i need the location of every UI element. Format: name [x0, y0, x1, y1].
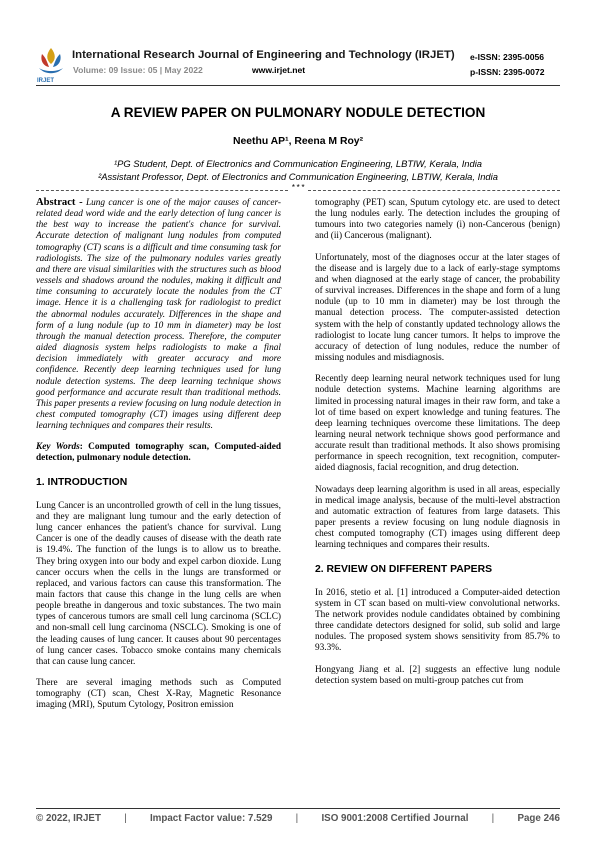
p-issn: p-ISSN: 2395-0072: [470, 67, 545, 77]
right-paragraph-2: Unfortunately, most of the diagnoses occur at the later stages of the disease and is largely due to a lack of early-stage symptoms and when diagnosed at the early stage of cancer, the probability of survival increases. Differences in the shape and form of a lung nodule (up to 10 mm in diameter) may be lost through the manual detection process. The computer-assisted detection system with the help of constantly updated technology allows the radiologist to locate lung cancer tumors. It helps to improve the accuracy of detection of lung nodules, reduce the number of missing nodules and misdiagnosis.: [315, 252, 560, 364]
affiliation-2: ²Assistant Professor, Dept. of Electronics and Communication Engineering, LBTIW, Kerala, India: [98, 171, 498, 182]
paper-authors: Neethu AP¹, Reena M Roy²: [232, 136, 364, 147]
introduction-heading: 1. INTRODUCTION: [36, 476, 128, 488]
abstract-text: Lung cancer is one of the major causes of cancer- related dead word wide and the early detection of lung cancer is the best way to increase the patient's chance for survival. Accurate detection of malignant lung nodules from computed tomography (CT) scans is a difficult and time consuming task for radiologists. The size of the pulmonary nodules varies greatly and there are visual similarities with the structures such as blood vessels and shadows around the nodules, making it difficult and time consuming to accurately locate the nodules from the CT image. Hence it is a challenging task for radiologist to predict the abnormal nodules accurately. Differences in the shape and form of a lung nodule (up to 10 mm in diameter) may be lost through the manual detection process. Therefore, the computer aided diagnosis system helps radiologists to make a final decision immediately with greater accuracy and more confidence. Recently deep learning techniques used for lung nodule detection systems. The deep learning technique shows good performance and accurate result than traditional methods. This paper presents a review focusing on lung nodule detection in chest computed tomography (CT) images using different deep learning techniques and compares their results.: [36, 198, 281, 432]
irjet-logo: [36, 46, 66, 78]
footer-iso: ISO 9001:2008 Certified Journal: [321, 813, 469, 824]
footer-impact-factor: Impact Factor value: 7.529: [149, 813, 273, 824]
e-issn: e-ISSN: 2395-0056: [470, 52, 545, 62]
left-column: [36, 197, 281, 722]
footer-separator: |: [124, 813, 127, 824]
section-divider: [36, 184, 560, 192]
footer-divider: [36, 808, 560, 809]
journal-title: International Research Journal of Engineering and Technology (IRJET): [72, 49, 455, 61]
intro-paragraph-2: There are several imaging methods such as Computed tomography (CT) scan, Chest X-Ray, Magnetic Resonance imaging (MRI), Sputum Cytology, Positron emission: [36, 678, 281, 711]
right-paragraph-1: tomography (PET) scan, Sputum cytology etc. are used to detect the lung nodules early. The detection includes the grouping of tumours into two categories namely (i) non-Cancerous (benign) and (ii) Cancerous (malignant).: [315, 198, 560, 242]
affiliation-1: ¹PG Student, Dept. of Electronics and Communication Engineering, LBTIW, Kerala, India: [113, 158, 483, 169]
divider-marker: ***: [291, 184, 306, 193]
intro-paragraph-1: Lung Cancer is an uncontrolled growth of cell in the lung tissues, and they are malignant lung tumour and the early detection of lung cancer enhances the patient's chance for survival. Lung Cancer is one of the deadly causes of disease with the death rate is 19.4%. The function of the lungs is to allow us to breathe. They bring oxygen into our body and expel carbon dioxide. Lung cancer occurs when the cells in the lungs are transformed or replaced, and various factors can cause this transformation. The main factors that cause this change in the lung cells are when people breathe in dangerous and toxic substances. The two main types of cancerous tumors are small cell lung carcinoma (SCLC) and non-small cell lung carcinoma (NSCLC). Smoking is one of the leading causes of lung cancer. It causes about 90 percentages of lung cancer cases. Tobacco smoke contains many chemicals that can cause lung cancer.: [36, 500, 281, 667]
keywords-label: Key Words: [36, 442, 80, 453]
logo-wordmark: IRJET: [37, 78, 55, 84]
abstract-label: Abstract -: [36, 197, 83, 208]
review-paragraph-1: In 2016, stetio et al. [1] introduced a Computer-aided detection system in CT scan based on multi-view convolutional networks. The network provides nodule candidates obtained by combining three candidate detectors designed for solid, sub solid and large nodules. The proposed system shows sensitivity from 85.7% to 93.3%.: [315, 587, 560, 654]
abstract: [36, 197, 281, 432]
footer-copyright: © 2022, IRJET: [36, 813, 101, 824]
footer-separator: |: [491, 813, 495, 824]
keywords-text: : Computed tomography scan, Computed-aided detection, pulmonary nodule detection.: [36, 442, 281, 464]
review-heading: 2. REVIEW ON DIFFERENT PAPERS: [315, 563, 493, 575]
footer-page-number: Page 246: [517, 813, 560, 824]
journal-website[interactable]: www.irjet.net: [252, 65, 306, 75]
keywords: [36, 442, 281, 464]
footer-separator: |: [295, 813, 299, 824]
right-paragraph-3: Recently deep learning neural network techniques used for lung nodule detection systems. Machine learning algorithms are limited in processing natural images in their raw form, and take a lot of time based on expert knowledge and tuning features. The deep learning techniques overcome these limitations. The deep learning neural network technique shows good performance and accurate result than traditional methods. It also shows promising performance in speech recognition, text recognition, computer-aided diagnosis, facial recognition, and drug detection.: [315, 374, 560, 474]
review-paragraph-2: Hongyang Jiang et al. [2] suggests an effective lung nodule detection system based on multi-group patches cut from: [315, 664, 560, 686]
right-column: [315, 198, 560, 697]
page-footer: [36, 813, 560, 824]
volume-issue-line: Volume: 09 Issue: 05 | May 2022: [73, 65, 203, 75]
header-divider: [36, 85, 560, 86]
right-paragraph-4: Nowadays deep learning algorithm is used in all areas, especially in medical image analysis, because of the multi-level abstraction and automatic extraction of features from large datasets. This paper presents a review focusing on lung nodule diagnosis in chest computed tomography (CT) images using different deep learning techniques and compares their results.: [315, 484, 560, 551]
paper-title: A REVIEW PAPER ON PULMONARY NODULE DETECTION: [110, 105, 486, 120]
